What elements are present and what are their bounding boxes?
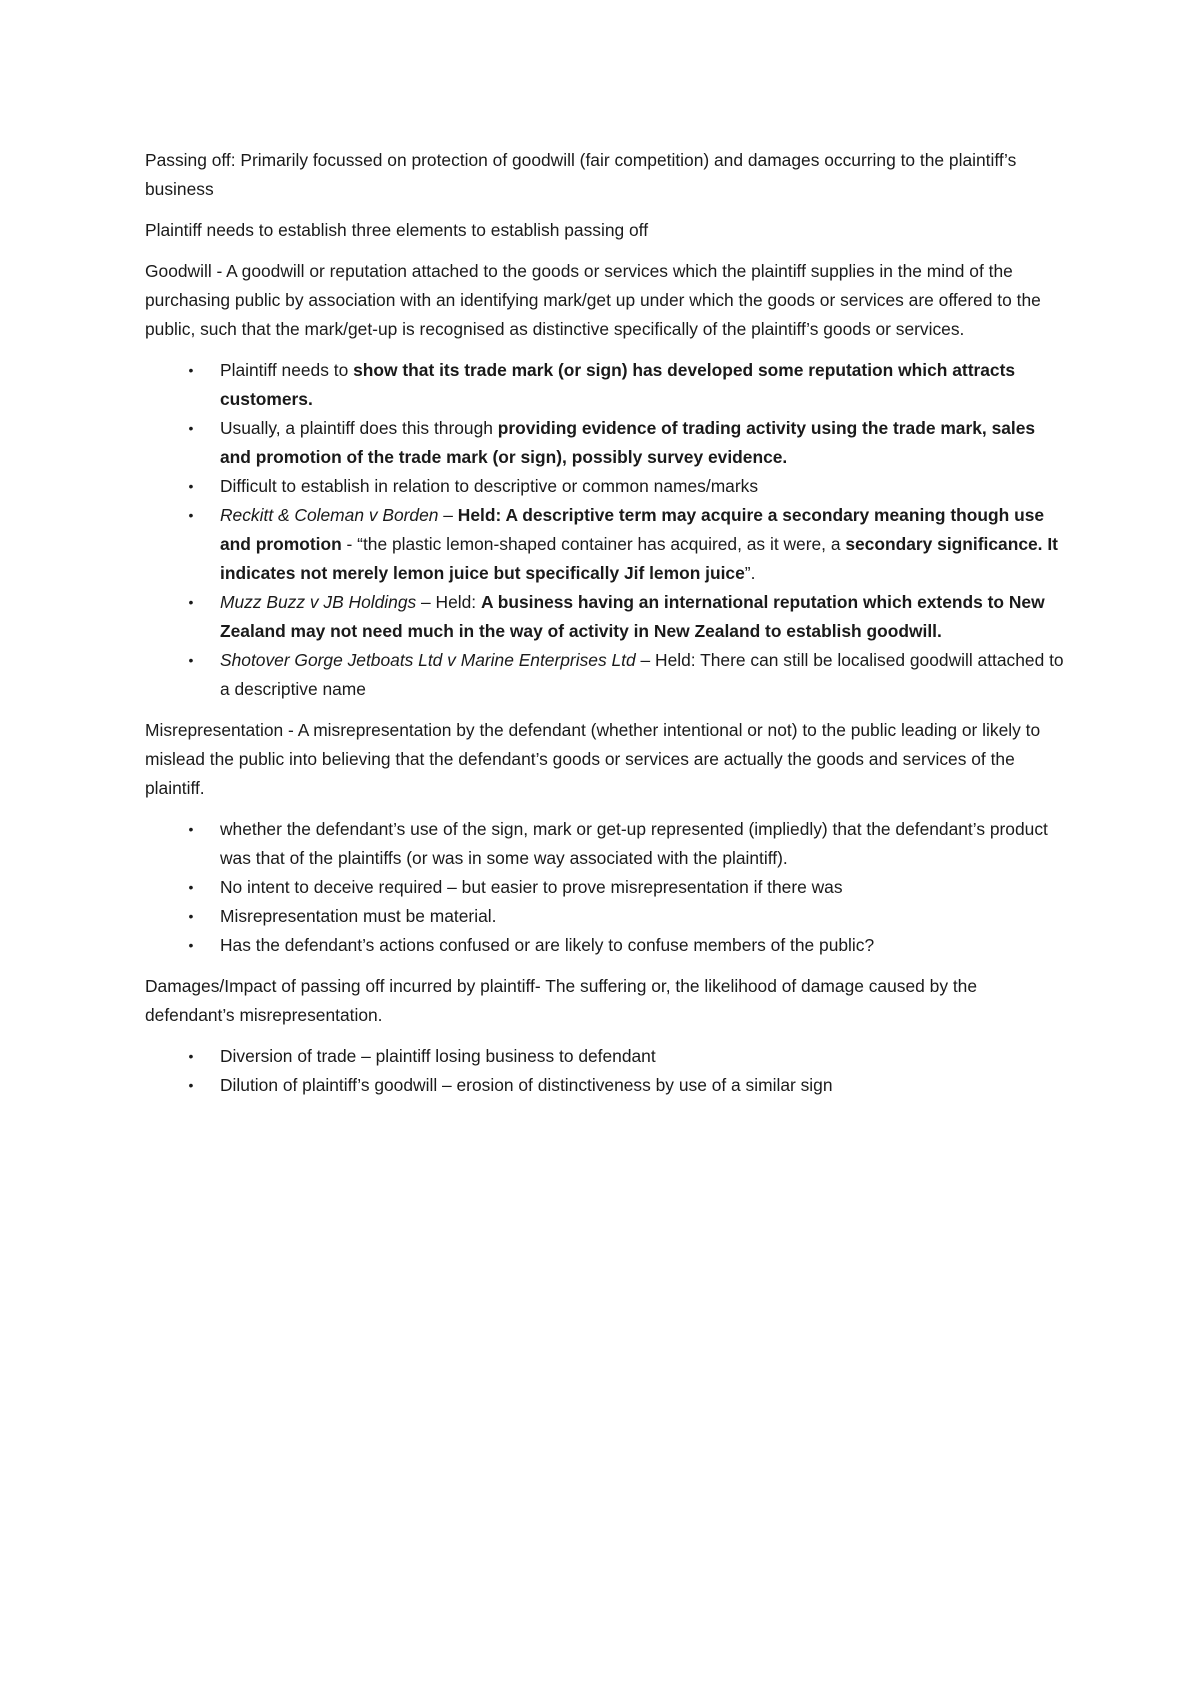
bullet-text: - “the plastic lemon-shaped container has acquired, as it were, a — [341, 534, 846, 554]
bullet-bold-text: A business having an international reputation which extends to New Zealand may not need much in the way of activity in New Zealand to establish goodwill. — [220, 592, 1045, 641]
bullet-bold-text: show that its trade mark (or sign) has developed some reputation which attracts customers. — [220, 360, 1016, 409]
bullet-icon: • — [188, 908, 194, 924]
bullet-text: whether the defendant’s use of the sign, mark or get-up represented (impliedly) that the defendant’s product was that of the plaintiffs (or was in some way associated with the plaintiff). — [220, 819, 1048, 868]
bullet-icon: • — [188, 821, 194, 837]
dash: – — [438, 505, 458, 525]
bullet-text: Diversion of trade – plaintiff losing business to defendant — [220, 1046, 656, 1066]
bullet-bold-text: Held: A descriptive term may acquire a secondary meaning though use and promotion — [220, 505, 1045, 554]
damages-bullet-1 — [145, 1042, 1070, 1071]
damages-bullet-list — [145, 1042, 1070, 1100]
bullet-icon: • — [188, 478, 194, 494]
misrepresentation-bullet-list — [145, 815, 1070, 960]
bullet-icon: • — [188, 1077, 194, 1093]
damages-bullet-2 — [145, 1071, 1070, 1100]
document-body — [145, 146, 1070, 1112]
goodwill-bullet-3 — [145, 472, 1070, 501]
goodwill-paragraph: Goodwill - A goodwill or reputation attached to the goods or services which the plaintiff supplies in the mind of the purchasing public by association with an identifying mark/get up under which the goods or services are offered to the public, such that the mark/get-up is recognised as distinctive specifically of the plaintiff’s goods or services. — [145, 261, 1041, 339]
bullet-text: Dilution of plaintiff’s goodwill – erosion of distinctiveness by use of a similar sign — [220, 1075, 833, 1095]
misrepresentation-paragraph: Misrepresentation - A misrepresentation by the defendant (whether intentional or not) to the public leading or likely to mislead the public into believing that the defendant’s goods or services are actually the goods and services of the plaintiff. — [145, 720, 1041, 798]
bullet-text: – Held: — [416, 592, 481, 612]
bullet-text: Misrepresentation must be material. — [220, 906, 497, 926]
bullet-text: – Held: There can still be localised goodwill attached to a descriptive name — [220, 650, 1064, 699]
bullet-text: Difficult to establish in relation to descriptive or common names/marks — [220, 476, 759, 496]
goodwill-bullet-4 — [145, 501, 1070, 588]
case-name: Muzz Buzz v JB Holdings — [220, 592, 417, 612]
misrep-bullet-3 — [145, 902, 1070, 931]
goodwill-bullet-2 — [145, 414, 1070, 472]
bullet-text: Usually, a plaintiff does this through — [220, 418, 498, 438]
intro-paragraph: Passing off: Primarily focussed on protection of goodwill (fair competition) and damages occurring to the plaintiff’s business — [145, 150, 1017, 199]
goodwill-bullet-1 — [145, 356, 1070, 414]
case-name: Reckitt & Coleman v Borden — [220, 505, 439, 525]
bullet-icon: • — [188, 507, 194, 523]
goodwill-bullet-5 — [145, 588, 1070, 646]
bullet-end-text: ”. — [744, 563, 756, 583]
goodwill-bullet-6 — [145, 646, 1070, 704]
bullet-icon: • — [188, 420, 194, 436]
goodwill-bullet-list — [145, 356, 1070, 704]
bullet-bold-text: providing evidence of trading activity using the trade mark, sales and promotion of the trade mark (or sign), possibly survey evidence. — [220, 418, 1036, 467]
bullet-bold-text-2: secondary significance. It indicates not merely lemon juice but specifically Jif lemon juice — [220, 534, 1058, 583]
damages-paragraph: Damages/Impact of passing off incurred by plaintiff- The suffering or, the likelihood of damage caused by the defendant’s misrepresentation. — [145, 976, 978, 1025]
misrep-bullet-1 — [145, 815, 1070, 873]
bullet-icon: • — [188, 937, 194, 953]
bullet-icon: • — [188, 879, 194, 895]
bullet-icon: • — [188, 1048, 194, 1064]
bullet-icon: • — [188, 652, 194, 668]
bullet-text: Plaintiff needs to — [220, 360, 354, 380]
case-name: Shotover Gorge Jetboats Ltd v Marine Enterprises Ltd — [220, 650, 636, 670]
bullet-icon: • — [188, 362, 194, 378]
bullet-text: No intent to deceive required – but easier to prove misrepresentation if there was — [220, 877, 843, 897]
misrep-bullet-2 — [145, 873, 1070, 902]
bullet-text: Has the defendant’s actions confused or are likely to confuse members of the public? — [220, 935, 875, 955]
bullet-icon: • — [188, 594, 194, 610]
elements-intro-paragraph: Plaintiff needs to establish three elements to establish passing off — [145, 220, 649, 240]
misrep-bullet-4 — [145, 931, 1070, 960]
